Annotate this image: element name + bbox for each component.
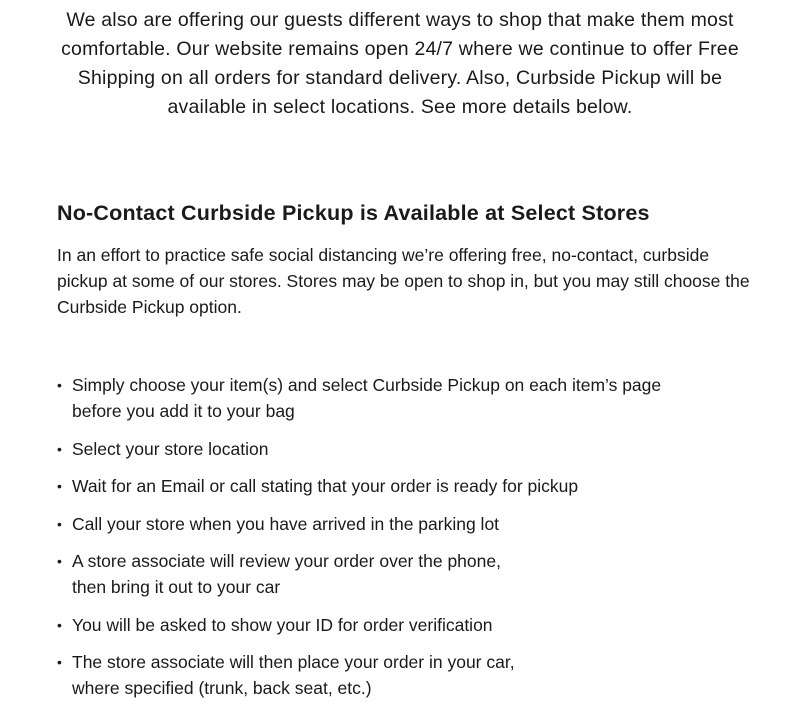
step-item — [57, 436, 757, 462]
curbside-description: In an effort to practice safe social distancing we’re offering free, no-contact, curbside pickup at some of our stores. Stores may be open to shop in, but you may still choose the Curbside Pickup option. — [57, 245, 750, 317]
step-item — [57, 511, 757, 537]
intro-paragraph: We also are offering our guests different ways to shop that make them most comfortable. Our website remains open 24/7 where we continue to offer Free Shipping on all orders for standard delivery. Also, Curbside Pickup will be available in select locations. See more details below. — [61, 9, 739, 118]
step-text: You will be asked to show your ID for order verification — [72, 614, 493, 635]
bullet-icon: • — [57, 553, 62, 569]
bullet-icon: • — [57, 616, 62, 633]
step-item — [57, 649, 757, 701]
curbside-steps-list — [57, 372, 757, 713]
bullet-icon: • — [57, 478, 62, 494]
curbside-heading: No-Contact Curbside Pickup is Available at Select Stores — [57, 201, 650, 225]
step-text: Simply choose your item(s) and select Curbside Pickup on each item’s page before you add it to your bag — [72, 375, 662, 421]
step-text: Select your store location — [72, 438, 269, 459]
step-item — [57, 473, 757, 499]
step-text: Wait for an Email or call stating that your order is ready for pickup — [72, 476, 579, 496]
step-item — [57, 372, 757, 424]
step-text: Call your store when you have arrived in the parking lot — [72, 513, 500, 534]
step-text: A store associate will review your order over the phone, then bring it out to your car — [72, 551, 501, 597]
bullet-icon: • — [57, 440, 62, 457]
bullet-icon: • — [57, 515, 62, 532]
bullet-icon: • — [57, 377, 62, 393]
step-item — [57, 612, 757, 638]
bullet-icon: • — [57, 654, 62, 670]
step-item — [57, 548, 757, 600]
step-text: The store associate will then place your order in your car, where specified (trunk, back seat, etc.) — [72, 652, 515, 698]
